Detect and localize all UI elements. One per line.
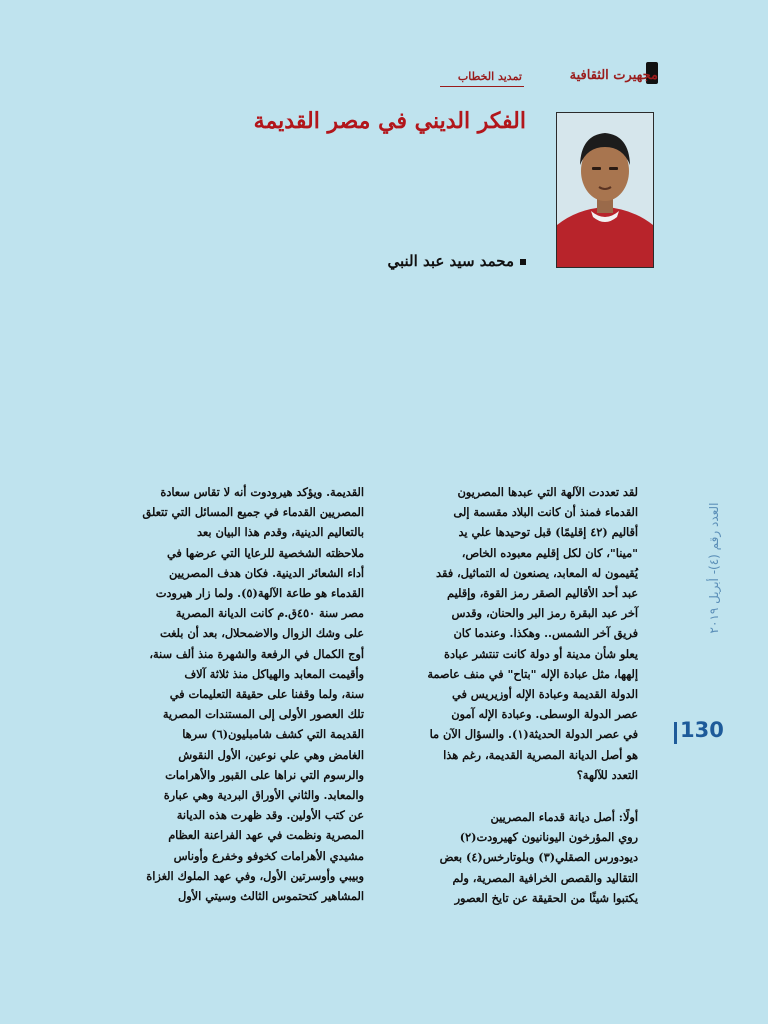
page-number: 130: [680, 718, 724, 742]
author-bullet-icon: [520, 259, 526, 265]
body-line: عن كتب الأولين. وقد ظهرت هذه الديانة: [176, 808, 364, 823]
body-line: والمعابد. والثاني الأوراق البردية وهي عبارة: [163, 788, 364, 803]
issue-info: العدد رقم (٤)- أبريل ٢٠١٩: [707, 502, 721, 634]
body-line: "مينا"، كان لكل إقليم معبوده الخاص،: [461, 545, 638, 560]
body-line: التقاليد والقصص الخرافية المصرية، ولم: [452, 870, 638, 885]
body-line: أداء الشعائر الدينية. فكان هدف المصريين: [169, 565, 364, 580]
body-line: الدولة القديمة وعبادة الإله أوزيريس في: [452, 687, 638, 702]
body-line: آخر عبد البقرة رمز البر والحنان، وقدس: [451, 606, 638, 621]
body-column-left: [108, 482, 364, 906]
article-title: الفكر الديني في مصر القديمة: [253, 108, 526, 134]
body-line: في عصر الدولة الحديثة(١). والسؤال الآن ما: [429, 727, 638, 742]
body-line: التعدد للآلهة؟: [576, 767, 638, 782]
body-line: لقد تعددت الآلهة التي عبدها المصريون: [457, 485, 638, 499]
author-photo: [556, 112, 654, 268]
body-line: سنة، ولما وقفنا على حقيقة التعليمات في: [169, 687, 364, 702]
body-line: أقاليم (٤٢ إقليمًا) قبل توحيدها علي يد: [458, 525, 638, 540]
article-author: [330, 252, 526, 270]
body-line: أوج الكمال في الرفعة والشهرة منذ ألف سنة،: [149, 646, 364, 661]
body-line: وبيبي وأوسرتين الأول، وفي عهد الملوك الغزاة: [146, 868, 364, 883]
body-line: المشاهير كتحتموس الثالث وسيتي الأول: [178, 889, 364, 904]
body-line: مصر سنة ٤٥٠ق.م كانت الديانة المصرية: [175, 606, 364, 621]
body-line: يُقيمون له المعابد، يصنعون له التماثيل، فقد: [436, 565, 638, 580]
body-line: ملاحظته الشخصية للرعايا التي عرضها في: [166, 545, 364, 560]
body-line: الغامض وهي علي نوعين، الأول النقوش: [178, 747, 364, 762]
body-line: تلك العصور الأولى إلى المستندات المصرية: [162, 707, 364, 722]
body-line: القديمة التي كشف شامبليون(٦) سرها: [182, 727, 364, 742]
author-name: محمد سيد عبد النبي: [387, 252, 514, 270]
body-line: بالتعاليم الدينية، وقدم هذا البيان بعد: [196, 525, 364, 540]
body-line: يكتبوا شيئًا من الحقيقة عن تايخ العصور: [454, 890, 638, 905]
body-line: على وشك الزوال والاضمحلال، بعد أن بلغت: [160, 626, 364, 641]
body-line: عصر الدولة الوسطى. وعبادة الإله آمون: [451, 707, 638, 722]
body-line: عبد أحد الأقاليم الصقر رمز القوة، وإقليم: [447, 586, 638, 601]
body-line: ديودورس الصقلي(٣) وبلوتارخس(٤) بعض: [439, 850, 638, 865]
body-line: روي المؤرخون اليونانيون كهيرودت(٢): [459, 830, 638, 845]
body-line: المصرية ونظمت في عهد الفراعنة العظام: [168, 828, 364, 843]
body-column-right: [398, 482, 638, 908]
section-subheading: أولًا: أصل ديانة قدماء المصريين: [490, 810, 638, 825]
body-line: هو أصل الديانة المصرية القديمة، رغم هذا: [443, 747, 638, 762]
section-label: تمديد الخطاب: [457, 70, 522, 83]
magazine-brand: مجهيرت الثقافية: [569, 68, 658, 83]
body-line: القديمة. ويؤكد هيرودوت أنه لا تقاس سعادة: [160, 485, 364, 499]
section-divider: [440, 86, 524, 87]
body-line: يعلو شأن مدينة أو دولة كانت تنتشر عبادة: [444, 646, 638, 661]
body-line: والرسوم التي نراها على القبور والأهرامات: [165, 767, 364, 782]
body-line: فريق آخر الشمس.. وهكذا. وعندما كان: [453, 626, 638, 641]
portrait-illustration: [557, 113, 653, 267]
page-number-bar: [674, 722, 677, 744]
body-line: المصريين القدماء في جميع المسائل التي تتعلق: [142, 505, 364, 520]
body-line: القدماء فمنذ أن كانت البلاد مقسمة إلى: [453, 505, 638, 520]
body-line: وأقيمت المعابد والهياكل منذ ثلاثة آلاف: [184, 666, 364, 681]
body-line: القدماء هو طاعة الآلهة(٥). ولما زار هيرودت: [155, 586, 364, 601]
body-line: إلهها، مثل عبادة الإله "بتاح" في منف عاصمة: [427, 666, 638, 681]
body-line: مشيدي الأهرامات كخوفو وخفرع وأوناس: [173, 848, 364, 863]
